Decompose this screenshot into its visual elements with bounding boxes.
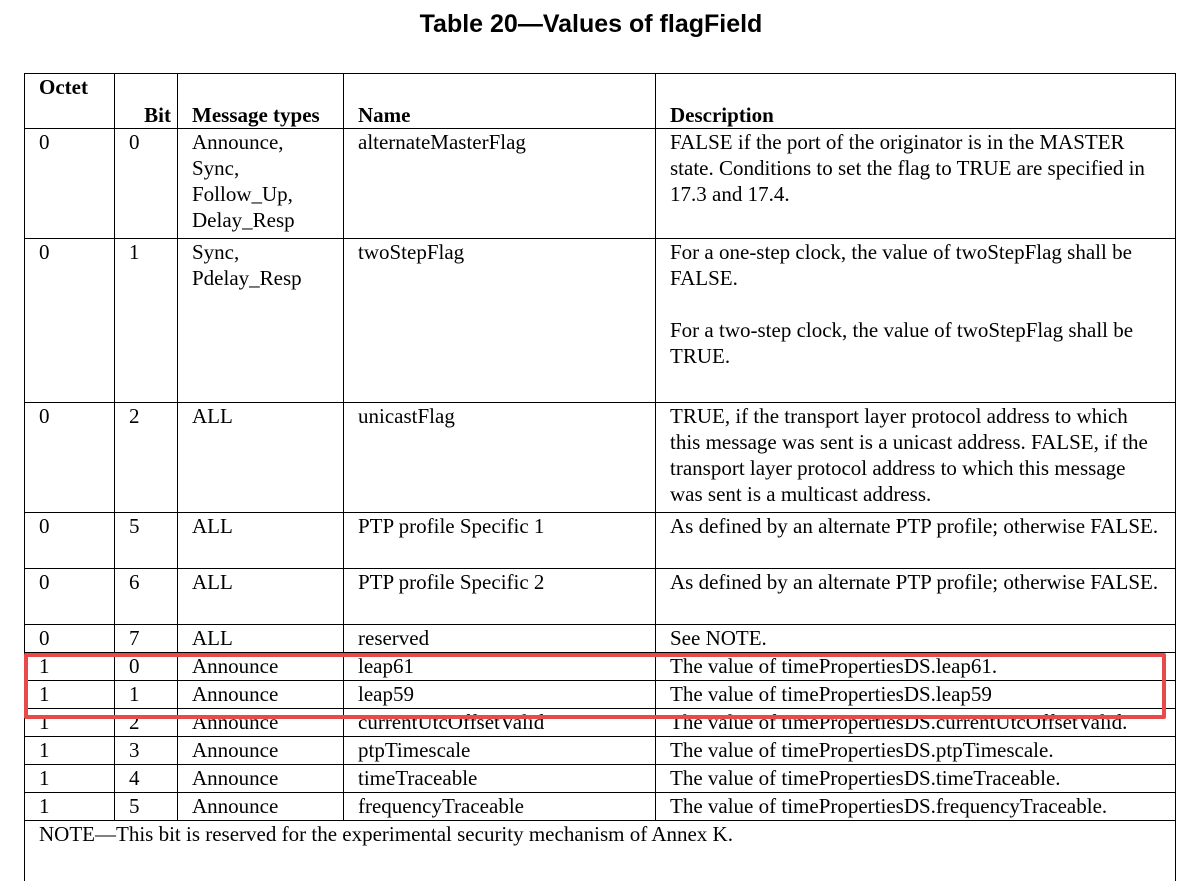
cell-name: leap61: [344, 653, 656, 681]
message-type: Announce: [192, 682, 279, 706]
message-type: ALL: [192, 626, 233, 650]
description-paragraph: TRUE, if the transport layer protocol address to which this message was sent is a unicast address. FALSE, if the transport layer protocol address to which this message was sent is a multicast address.: [670, 404, 1148, 506]
cell-description: [656, 513, 1176, 569]
cell-bit: 3: [115, 737, 178, 765]
cell-name: currentUtcOffsetValid: [344, 709, 656, 737]
message-type: Announce,: [192, 130, 284, 154]
cell-message-types: [178, 513, 344, 569]
description-paragraph: The value of timePropertiesDS.frequencyTraceable.: [670, 794, 1108, 818]
message-type: Follow_Up,: [192, 182, 293, 206]
table-note: NOTE—This bit is reserved for the experimental security mechanism of Annex K.: [25, 821, 1176, 881]
cell-name: reserved: [344, 625, 656, 653]
cell-name: unicastFlag: [344, 403, 656, 513]
description-paragraph: The value of timePropertiesDS.leap59: [670, 682, 992, 706]
cell-name: ptpTimescale: [344, 737, 656, 765]
table-row: [25, 737, 1176, 765]
cell-name: leap59: [344, 681, 656, 709]
cell-bit: 1: [115, 239, 178, 403]
message-type: Sync,: [192, 156, 240, 180]
description-paragraph: The value of timePropertiesDS.currentUtcOffsetValid.: [670, 710, 1128, 734]
cell-name: timeTraceable: [344, 765, 656, 793]
cell-message-types: [178, 709, 344, 737]
cell-bit: 0: [115, 653, 178, 681]
message-type: Announce: [192, 766, 279, 790]
table-row: [25, 239, 1176, 403]
table-row: [25, 625, 1176, 653]
cell-description: [656, 569, 1176, 625]
cell-description: [656, 737, 1176, 765]
message-type: Sync,: [192, 240, 240, 264]
table-row: [25, 513, 1176, 569]
message-type: Announce: [192, 710, 279, 734]
description-paragraph: See NOTE.: [670, 626, 767, 650]
cell-octet: 1: [25, 765, 115, 793]
description-paragraph: For a two-step clock, the value of twoStepFlag shall be TRUE.: [670, 318, 1134, 368]
table-row: [25, 569, 1176, 625]
description-paragraph: The value of timePropertiesDS.ptpTimescale.: [670, 738, 1054, 762]
message-type: Announce: [192, 738, 279, 762]
cell-bit: 0: [115, 129, 178, 239]
cell-message-types: [178, 625, 344, 653]
cell-octet: 0: [25, 625, 115, 653]
table-row: [25, 653, 1176, 681]
cell-message-types: [178, 793, 344, 821]
message-type: Pdelay_Resp: [192, 266, 302, 290]
note-row: [25, 821, 1176, 881]
table-row: [25, 765, 1176, 793]
cell-name: PTP profile Specific 1: [344, 513, 656, 569]
cell-message-types: [178, 569, 344, 625]
table-body: [25, 129, 1176, 821]
header-row: [25, 74, 1176, 129]
header-message-types: Message types: [178, 74, 344, 129]
cell-octet: 1: [25, 653, 115, 681]
table-row: [25, 403, 1176, 513]
table-row: [25, 129, 1176, 239]
cell-bit: 7: [115, 625, 178, 653]
message-type: ALL: [192, 404, 233, 428]
table-row: [25, 709, 1176, 737]
cell-bit: 5: [115, 793, 178, 821]
cell-description: [656, 129, 1176, 239]
cell-name: twoStepFlag: [344, 239, 656, 403]
cell-name: PTP profile Specific 2: [344, 569, 656, 625]
cell-octet: 1: [25, 681, 115, 709]
cell-octet: 0: [25, 403, 115, 513]
cell-description: [656, 793, 1176, 821]
message-type: Announce: [192, 794, 279, 818]
cell-message-types: [178, 681, 344, 709]
table-row: [25, 793, 1176, 821]
description-paragraph: The value of timePropertiesDS.timeTraceable.: [670, 766, 1061, 790]
description-paragraph: For a one-step clock, the value of twoStepFlag shall be FALSE.: [670, 240, 1132, 290]
message-type: Announce: [192, 654, 279, 678]
cell-message-types: [178, 653, 344, 681]
cell-octet: 1: [25, 709, 115, 737]
cell-name: frequencyTraceable: [344, 793, 656, 821]
cell-octet: 0: [25, 569, 115, 625]
cell-message-types: [178, 737, 344, 765]
cell-octet: 0: [25, 129, 115, 239]
cell-bit: 1: [115, 681, 178, 709]
cell-octet: 0: [25, 513, 115, 569]
header-bit: Bit: [115, 74, 178, 129]
message-type: ALL: [192, 514, 233, 538]
cell-bit: 5: [115, 513, 178, 569]
cell-octet: 1: [25, 793, 115, 821]
cell-description: [656, 709, 1176, 737]
paragraph-gap: [670, 291, 1163, 317]
cell-description: [656, 765, 1176, 793]
header-octet: Octet: [25, 74, 115, 129]
cell-description: [656, 653, 1176, 681]
description-paragraph: The value of timePropertiesDS.leap61.: [670, 654, 998, 678]
cell-message-types: [178, 765, 344, 793]
cell-octet: 1: [25, 737, 115, 765]
cell-bit: 2: [115, 403, 178, 513]
message-type: Delay_Resp: [192, 208, 295, 232]
header-description: Description: [656, 74, 1176, 129]
cell-description: [656, 625, 1176, 653]
cell-description: [656, 681, 1176, 709]
cell-message-types: [178, 129, 344, 239]
cell-name: alternateMasterFlag: [344, 129, 656, 239]
cell-bit: 2: [115, 709, 178, 737]
description-paragraph: FALSE if the port of the originator is in the MASTER state. Conditions to set the flag to TRUE are specified in 17.3 and 17.4.: [670, 130, 1145, 206]
description-paragraph: As defined by an alternate PTP profile; otherwise FALSE.: [670, 514, 1159, 538]
cell-octet: 0: [25, 239, 115, 403]
table-title: Table 20—Values of flagField: [419, 10, 763, 38]
cell-bit: 4: [115, 765, 178, 793]
cell-bit: 6: [115, 569, 178, 625]
cell-description: [656, 403, 1176, 513]
cell-message-types: [178, 239, 344, 403]
description-paragraph: As defined by an alternate PTP profile; otherwise FALSE.: [670, 570, 1159, 594]
cell-message-types: [178, 403, 344, 513]
cell-description: [656, 239, 1176, 403]
flagfield-table: [24, 73, 1176, 881]
header-name: Name: [344, 74, 656, 129]
message-type: ALL: [192, 570, 233, 594]
table-row: [25, 681, 1176, 709]
